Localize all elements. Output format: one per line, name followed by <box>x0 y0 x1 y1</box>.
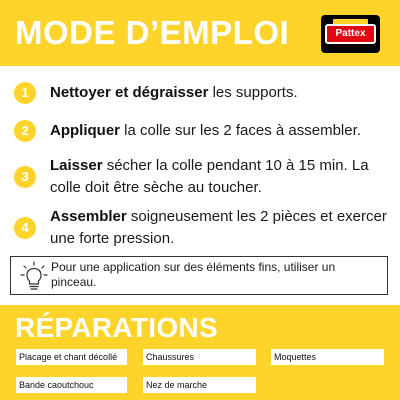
repair-item: Nez de marche <box>143 377 256 393</box>
step-action: Nettoyer et dégraisser <box>50 84 209 101</box>
repair-item: Placage et chant décollé <box>16 349 127 365</box>
step-action: Appliquer <box>50 122 120 139</box>
step-number: 3 <box>14 166 36 188</box>
repair-item: Bande caoutchouc <box>16 377 127 393</box>
tip-text: Pour une application sur des éléments fins, utiliser un pinceau. <box>51 260 336 289</box>
step-text <box>50 155 390 199</box>
step-text <box>50 82 390 104</box>
step-action: Assembler <box>50 208 127 225</box>
step-number: 4 <box>14 217 36 239</box>
repair-item: Moquettes <box>271 349 384 365</box>
step-detail: soigneusement les 2 pièces et exercer une forte pression. <box>50 208 387 247</box>
logo-text: Pattex <box>325 24 376 44</box>
lightbulb-icon <box>19 260 49 292</box>
page-title: MODE D’EMPLOI <box>15 14 290 51</box>
repairs-title: RÉPARATIONS <box>15 312 218 343</box>
pattex-logo <box>321 15 380 53</box>
step-text <box>50 120 390 142</box>
repair-item: Chaussures <box>143 349 256 365</box>
step-detail: la colle sur les 2 faces à assembler. <box>120 122 361 139</box>
step-number: 1 <box>14 82 36 104</box>
tip-box <box>10 256 388 295</box>
step-action: Laisser <box>50 157 103 174</box>
step-number: 2 <box>14 120 36 142</box>
step-text <box>50 206 390 250</box>
step-detail: les supports. <box>208 84 298 101</box>
step-detail: sécher la colle pendant 10 à 15 min. La colle doit être sèche au toucher. <box>50 157 369 196</box>
